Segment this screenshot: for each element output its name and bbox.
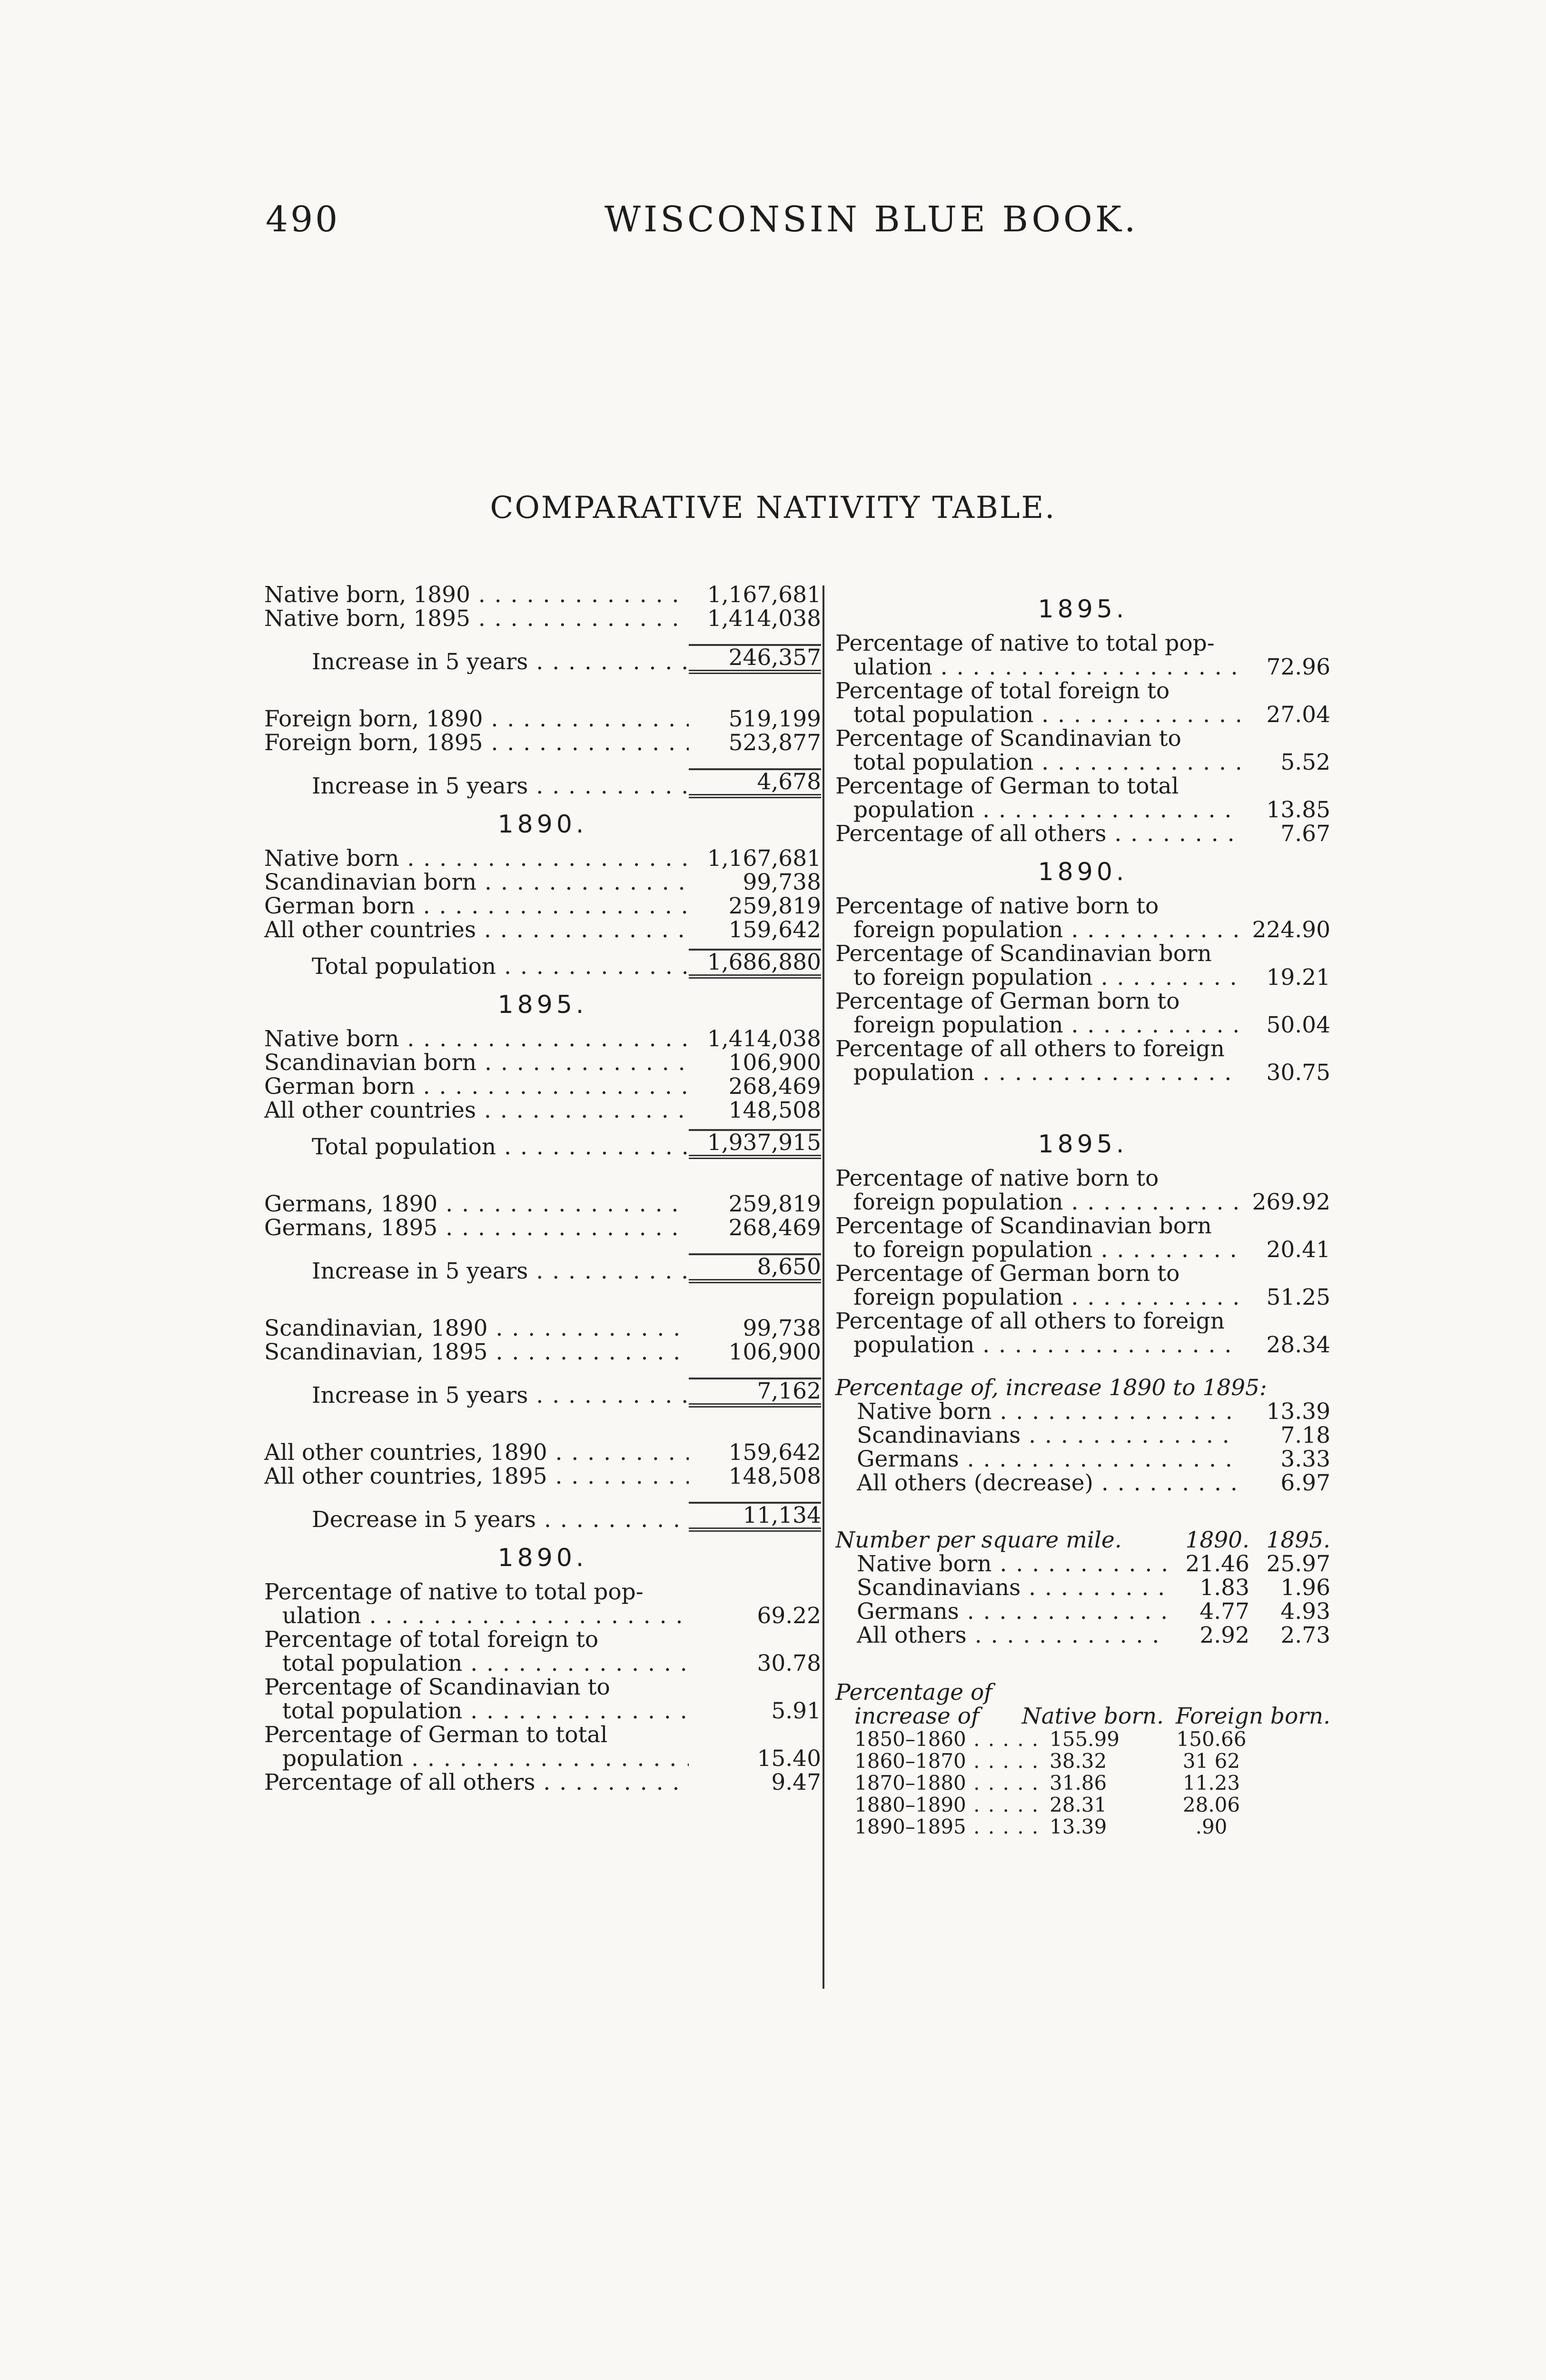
pct-row-cont <box>835 751 1330 774</box>
table-row <box>835 822 1330 846</box>
pct-label-line1: Percentage of Scandinavian born <box>835 942 1212 966</box>
sq-mile-1895: 2.73 <box>1280 1622 1330 1648</box>
pct-row-cont <box>835 655 1330 679</box>
table-row <box>835 1400 1330 1424</box>
row-label: All other countries . . . <box>264 1099 689 1122</box>
column-divider <box>823 585 824 1989</box>
table-row <box>264 871 821 894</box>
sq-mile-row <box>835 1552 1330 1576</box>
table-row <box>264 1317 821 1340</box>
row-value: 259,819 <box>728 1191 821 1217</box>
row-value: 3.33 <box>1280 1446 1330 1472</box>
sq-mile-label: Scandinavians . . . <box>835 1576 1169 1600</box>
pct-row-cont <box>835 966 1330 990</box>
table-row <box>264 1027 821 1051</box>
sq-mile-1895: 25.97 <box>1266 1551 1330 1577</box>
pct-label-line1: Percentage of German to total <box>835 774 1179 798</box>
table-row <box>264 1216 821 1240</box>
row-value: 1,414,038 <box>707 605 821 632</box>
sq-mile-row <box>835 1624 1330 1647</box>
summary-row <box>264 637 821 674</box>
pct-value: 19.21 <box>1266 964 1330 991</box>
table-row <box>264 1051 821 1075</box>
pct-label-line2: population . . . <box>835 798 1240 822</box>
sq-mile-1890: 21.46 <box>1185 1551 1249 1577</box>
row-label: Scandinavians . . . <box>835 1424 1240 1448</box>
row-value: 9.47 <box>771 1769 821 1795</box>
pct-row-cont <box>835 1286 1330 1309</box>
pct-label-line2: ulation . . . <box>835 655 1240 679</box>
row-label: Germans, 1890 . . . <box>264 1192 689 1216</box>
pct-label-line1: Percentage of total foreign to <box>264 1628 599 1652</box>
native-born-header: Native born. <box>1021 1703 1164 1729</box>
left-column <box>264 583 821 1795</box>
table-row <box>264 1192 821 1216</box>
row-label: Germans . . . <box>835 1448 1240 1471</box>
pct-value: 5.52 <box>1280 749 1330 775</box>
pct-row-cont <box>264 1747 821 1771</box>
row-label: Native born, 1890 . . . <box>264 583 689 607</box>
book-title: WISCONSIN BLUE BOOK. <box>605 199 1139 240</box>
row-label: Scandinavian, 1890 . . . <box>264 1317 689 1340</box>
sq-mile-1895: 4.93 <box>1280 1598 1330 1625</box>
pct-row-cont <box>835 1190 1330 1214</box>
decade-row <box>835 1816 1330 1838</box>
summary-label: Increase in 5 years . . . <box>264 1259 689 1283</box>
pct-label-line1: Percentage of Scandinavian to <box>835 727 1181 751</box>
decades-header <box>835 1705 1330 1728</box>
decade-native: 13.39 <box>1050 1815 1107 1838</box>
section-heading: 1890. <box>1038 858 1128 886</box>
row-value: 268,469 <box>728 1215 821 1241</box>
pct-label-line1: Percentage of total foreign to <box>835 679 1170 703</box>
row-value: 519,199 <box>728 706 821 732</box>
row-value: 6.97 <box>1280 1470 1330 1496</box>
summary-row <box>264 1371 821 1408</box>
pct-label-line2: foreign population . . . <box>835 1190 1240 1214</box>
pct-row <box>835 942 1330 966</box>
decade-native: 28.31 <box>1050 1793 1107 1816</box>
row-value: 99,738 <box>743 1315 821 1341</box>
row-label: Percentage of all others . . . <box>264 1771 689 1795</box>
decade-period: 1850–1860 . . . <box>835 1728 1040 1750</box>
sq-mile-1890: 4.77 <box>1199 1598 1249 1625</box>
table-row <box>264 894 821 918</box>
pct-row-cont <box>835 703 1330 727</box>
pct-row <box>264 1628 821 1652</box>
pct-value: 50.04 <box>1266 1012 1330 1038</box>
spacer <box>264 1159 821 1192</box>
row-value: 106,900 <box>728 1050 821 1076</box>
row-label: All other countries . . . <box>264 918 689 942</box>
row-label: German born . . . <box>264 1075 689 1099</box>
spacer <box>264 1283 821 1317</box>
decade-foreign: 31 62 <box>1182 1749 1240 1773</box>
pct-value: 20.41 <box>1266 1237 1330 1263</box>
pct-label-line1: Percentage of native to total pop- <box>835 632 1215 655</box>
table-row <box>264 1340 821 1364</box>
row-label: All other countries, 1890 . . . <box>264 1441 689 1465</box>
summary-value: 4,678 <box>689 768 821 798</box>
spacer <box>835 1357 1330 1376</box>
decade-row <box>835 1794 1330 1816</box>
decade-native: 31.86 <box>1050 1771 1107 1795</box>
pct-row-cont <box>835 1238 1330 1262</box>
decade-foreign: .90 <box>1195 1815 1228 1838</box>
total-label: Total population . . . <box>264 1135 689 1159</box>
decade-period: 1890–1895 . . . <box>835 1816 1040 1838</box>
pct-label-line2: total population . . . <box>835 751 1240 774</box>
summary-row <box>264 762 821 798</box>
pct-label-line2: foreign population . . . <box>835 1286 1240 1309</box>
pct-row <box>835 1309 1330 1333</box>
pct-label-line1: Percentage of native born to <box>835 894 1159 918</box>
summary-label: Increase in 5 years . . . <box>264 774 689 798</box>
total-row <box>264 949 821 979</box>
row-label: German born . . . <box>264 894 689 918</box>
spacer <box>835 1495 1330 1528</box>
pct-value: 15.40 <box>757 1745 821 1772</box>
decade-native: 38.32 <box>1050 1749 1107 1773</box>
section-heading: 1890. <box>497 1544 588 1572</box>
pct-row-cont <box>835 1013 1330 1037</box>
table-row <box>264 1075 821 1099</box>
pct-value: 69.22 <box>757 1603 821 1629</box>
table-row <box>264 583 821 607</box>
row-value: 1,167,681 <box>707 845 821 872</box>
pct-row <box>835 1214 1330 1238</box>
row-value: 13.39 <box>1266 1398 1330 1425</box>
row-label: Foreign born, 1895 . . . <box>264 731 689 755</box>
row-label: Scandinavian, 1895 . . . <box>264 1340 689 1364</box>
table-row <box>835 1471 1330 1495</box>
row-label: Scandinavian born . . . <box>264 1051 689 1075</box>
row-value: 1,167,681 <box>707 582 821 608</box>
row-value: 148,508 <box>728 1097 821 1123</box>
row-label: Percentage of all others . . . <box>835 822 1240 846</box>
spacer <box>835 1647 1330 1681</box>
pct-value: 224.90 <box>1252 917 1330 943</box>
row-label: All others (decrease) . . . <box>835 1471 1240 1495</box>
decade-row <box>835 1772 1330 1794</box>
pct-label-line1: Percentage of Scandinavian to <box>264 1676 610 1699</box>
spacer <box>835 1085 1330 1118</box>
pct-row-cont <box>835 918 1330 942</box>
pct-row <box>835 1262 1330 1286</box>
summary-value: 7,162 <box>689 1378 821 1408</box>
pct-value: 28.34 <box>1266 1332 1330 1358</box>
section-heading: 1895. <box>1038 1130 1128 1159</box>
table-row <box>264 918 821 942</box>
decades-caption-1: Percentage of <box>835 1679 992 1706</box>
pct-value: 30.78 <box>757 1650 821 1676</box>
table-title: COMPARATIVE NATIVITY TABLE. <box>490 490 1056 526</box>
pct-label-line1: Percentage of German to total <box>264 1723 608 1747</box>
row-value: 259,819 <box>728 893 821 919</box>
pct-row-cont <box>264 1604 821 1628</box>
row-label: Native born . . . <box>264 1027 689 1051</box>
pct-label-line2: to foreign population . . . <box>835 966 1240 990</box>
decade-foreign: 11.23 <box>1182 1771 1240 1795</box>
pct-label-line2: total population . . . <box>264 1652 689 1676</box>
table-row <box>264 1099 821 1122</box>
row-label: Germans, 1895 . . . <box>264 1216 689 1240</box>
row-value: 7.67 <box>1280 821 1330 847</box>
row-value: 159,642 <box>728 917 821 943</box>
sq-mile-label: All others . . . <box>835 1624 1169 1647</box>
pct-value: 27.04 <box>1266 702 1330 728</box>
sq-mile-row <box>835 1600 1330 1624</box>
per-sq-mile-header <box>835 1528 1330 1552</box>
section-heading: 1895. <box>1038 595 1128 624</box>
summary-label: Increase in 5 years . . . <box>264 1384 689 1408</box>
pct-row <box>835 1037 1330 1061</box>
page-number: 490 <box>266 199 340 240</box>
summary-label: Increase in 5 years . . . <box>264 650 689 674</box>
pct-row <box>835 774 1330 798</box>
pct-label-line2: total population . . . <box>264 1699 689 1723</box>
col-1895-header: 1895. <box>1266 1527 1330 1553</box>
sq-mile-1895: 1.96 <box>1280 1575 1330 1601</box>
col-1890-header: 1890. <box>1185 1527 1249 1553</box>
row-label: Native born . . . <box>835 1400 1240 1424</box>
pct-row-cont <box>835 1061 1330 1085</box>
summary-row <box>264 1247 821 1283</box>
sq-mile-1890: 1.83 <box>1199 1575 1249 1601</box>
pct-row <box>835 894 1330 918</box>
decades-caption-2: increase of <box>854 1705 980 1728</box>
sq-mile-label: Germans . . . <box>835 1600 1169 1624</box>
pct-label-line2: population . . . <box>835 1333 1240 1357</box>
spacer <box>264 1408 821 1441</box>
pct-row <box>835 1167 1330 1190</box>
pct-row-cont <box>264 1699 821 1723</box>
decade-row <box>835 1750 1330 1772</box>
pct-row-cont <box>264 1652 821 1676</box>
total-row <box>264 1129 821 1159</box>
section-heading: 1895. <box>497 991 588 1019</box>
decade-foreign: 28.06 <box>1182 1793 1240 1816</box>
decade-period: 1860–1870 . . . <box>835 1750 1040 1772</box>
total-value: 1,937,915 <box>689 1129 821 1159</box>
row-value: 523,877 <box>728 730 821 756</box>
per-sq-mile-caption: Number per square mile. <box>835 1528 1122 1552</box>
table-row <box>264 607 821 631</box>
pct-row <box>264 1723 821 1747</box>
pct-value: 269.92 <box>1252 1189 1330 1215</box>
pct-label-line2: to foreign population . . . <box>835 1238 1240 1262</box>
pct-label-line2: ulation . . . <box>264 1604 689 1628</box>
sq-mile-1890: 2.92 <box>1199 1622 1249 1648</box>
pct-value: 30.75 <box>1266 1060 1330 1086</box>
sq-mile-label: Native born . . . <box>835 1552 1169 1576</box>
table-row <box>835 1424 1330 1448</box>
table-row <box>264 1441 821 1465</box>
pct-row-cont <box>835 1333 1330 1357</box>
row-value: 148,508 <box>728 1463 821 1489</box>
row-label: Scandinavian born . . . <box>264 871 689 894</box>
summary-row <box>264 1495 821 1532</box>
increase-caption: Percentage of, increase 1890 to 1895: <box>835 1375 1267 1401</box>
row-value: 1,414,038 <box>707 1026 821 1052</box>
decade-foreign: 150.66 <box>1176 1727 1247 1751</box>
right-column <box>835 583 1330 1838</box>
row-value: 159,642 <box>728 1439 821 1466</box>
pct-row <box>264 1580 821 1604</box>
table-row <box>264 707 821 731</box>
pct-label-line1: Percentage of Scandinavian born <box>835 1214 1212 1238</box>
table-row <box>264 1465 821 1488</box>
pct-row <box>835 727 1330 751</box>
pct-label-line1: Percentage of all others to foreign <box>835 1309 1225 1333</box>
pct-label-line2: population . . . <box>264 1747 689 1771</box>
pct-label-line2: foreign population . . . <box>835 1013 1240 1037</box>
section-heading: 1890. <box>497 810 588 839</box>
row-label: Foreign born, 1890 . . . <box>264 707 689 731</box>
row-value: 99,738 <box>743 869 821 895</box>
row-value: 268,469 <box>728 1073 821 1100</box>
pct-row <box>835 679 1330 703</box>
pct-label-line2: total population . . . <box>835 703 1240 727</box>
pct-value: 13.85 <box>1266 797 1330 823</box>
row-value: 7.18 <box>1280 1422 1330 1448</box>
pct-label-line2: foreign population . . . <box>835 918 1240 942</box>
summary-label: Decrease in 5 years . . . <box>264 1508 689 1532</box>
table-row <box>264 847 821 871</box>
pct-label-line1: Percentage of native to total pop- <box>264 1580 644 1604</box>
foreign-born-header: Foreign born. <box>1175 1703 1330 1729</box>
row-label: All other countries, 1895 . . . <box>264 1465 689 1488</box>
pct-row-cont <box>835 798 1330 822</box>
pct-value: 51.25 <box>1266 1284 1330 1310</box>
decade-period: 1870–1880 . . . <box>835 1772 1040 1794</box>
decade-period: 1880–1890 . . . <box>835 1794 1040 1816</box>
total-label: Total population . . . <box>264 955 689 979</box>
decade-native: 155.99 <box>1050 1727 1120 1751</box>
pct-row <box>835 990 1330 1013</box>
row-value: 106,900 <box>728 1339 821 1365</box>
table-row <box>264 731 821 755</box>
spacer <box>264 674 821 707</box>
sq-mile-row <box>835 1576 1330 1600</box>
row-label: Native born . . . <box>264 847 689 871</box>
total-value: 1,686,880 <box>689 949 821 979</box>
pct-label-line1: Percentage of German born to <box>835 990 1180 1013</box>
pct-label-line1: Percentage of native born to <box>835 1167 1159 1190</box>
row-label: Native born, 1895 . . . <box>264 607 689 631</box>
table-row <box>835 1448 1330 1471</box>
pct-value: 5.91 <box>771 1698 821 1724</box>
pct-label-line1: Percentage of all others to foreign <box>835 1037 1225 1061</box>
summary-value: 11,134 <box>689 1502 821 1532</box>
pct-label-line1: Percentage of German born to <box>835 1262 1180 1286</box>
pct-row <box>835 632 1330 655</box>
summary-value: 246,357 <box>689 644 821 674</box>
decade-row <box>835 1728 1330 1750</box>
table-row <box>264 1771 821 1795</box>
pct-value: 72.96 <box>1266 654 1330 680</box>
summary-value: 8,650 <box>689 1253 821 1283</box>
pct-row <box>264 1676 821 1699</box>
pct-label-line2: population . . . <box>835 1061 1240 1085</box>
